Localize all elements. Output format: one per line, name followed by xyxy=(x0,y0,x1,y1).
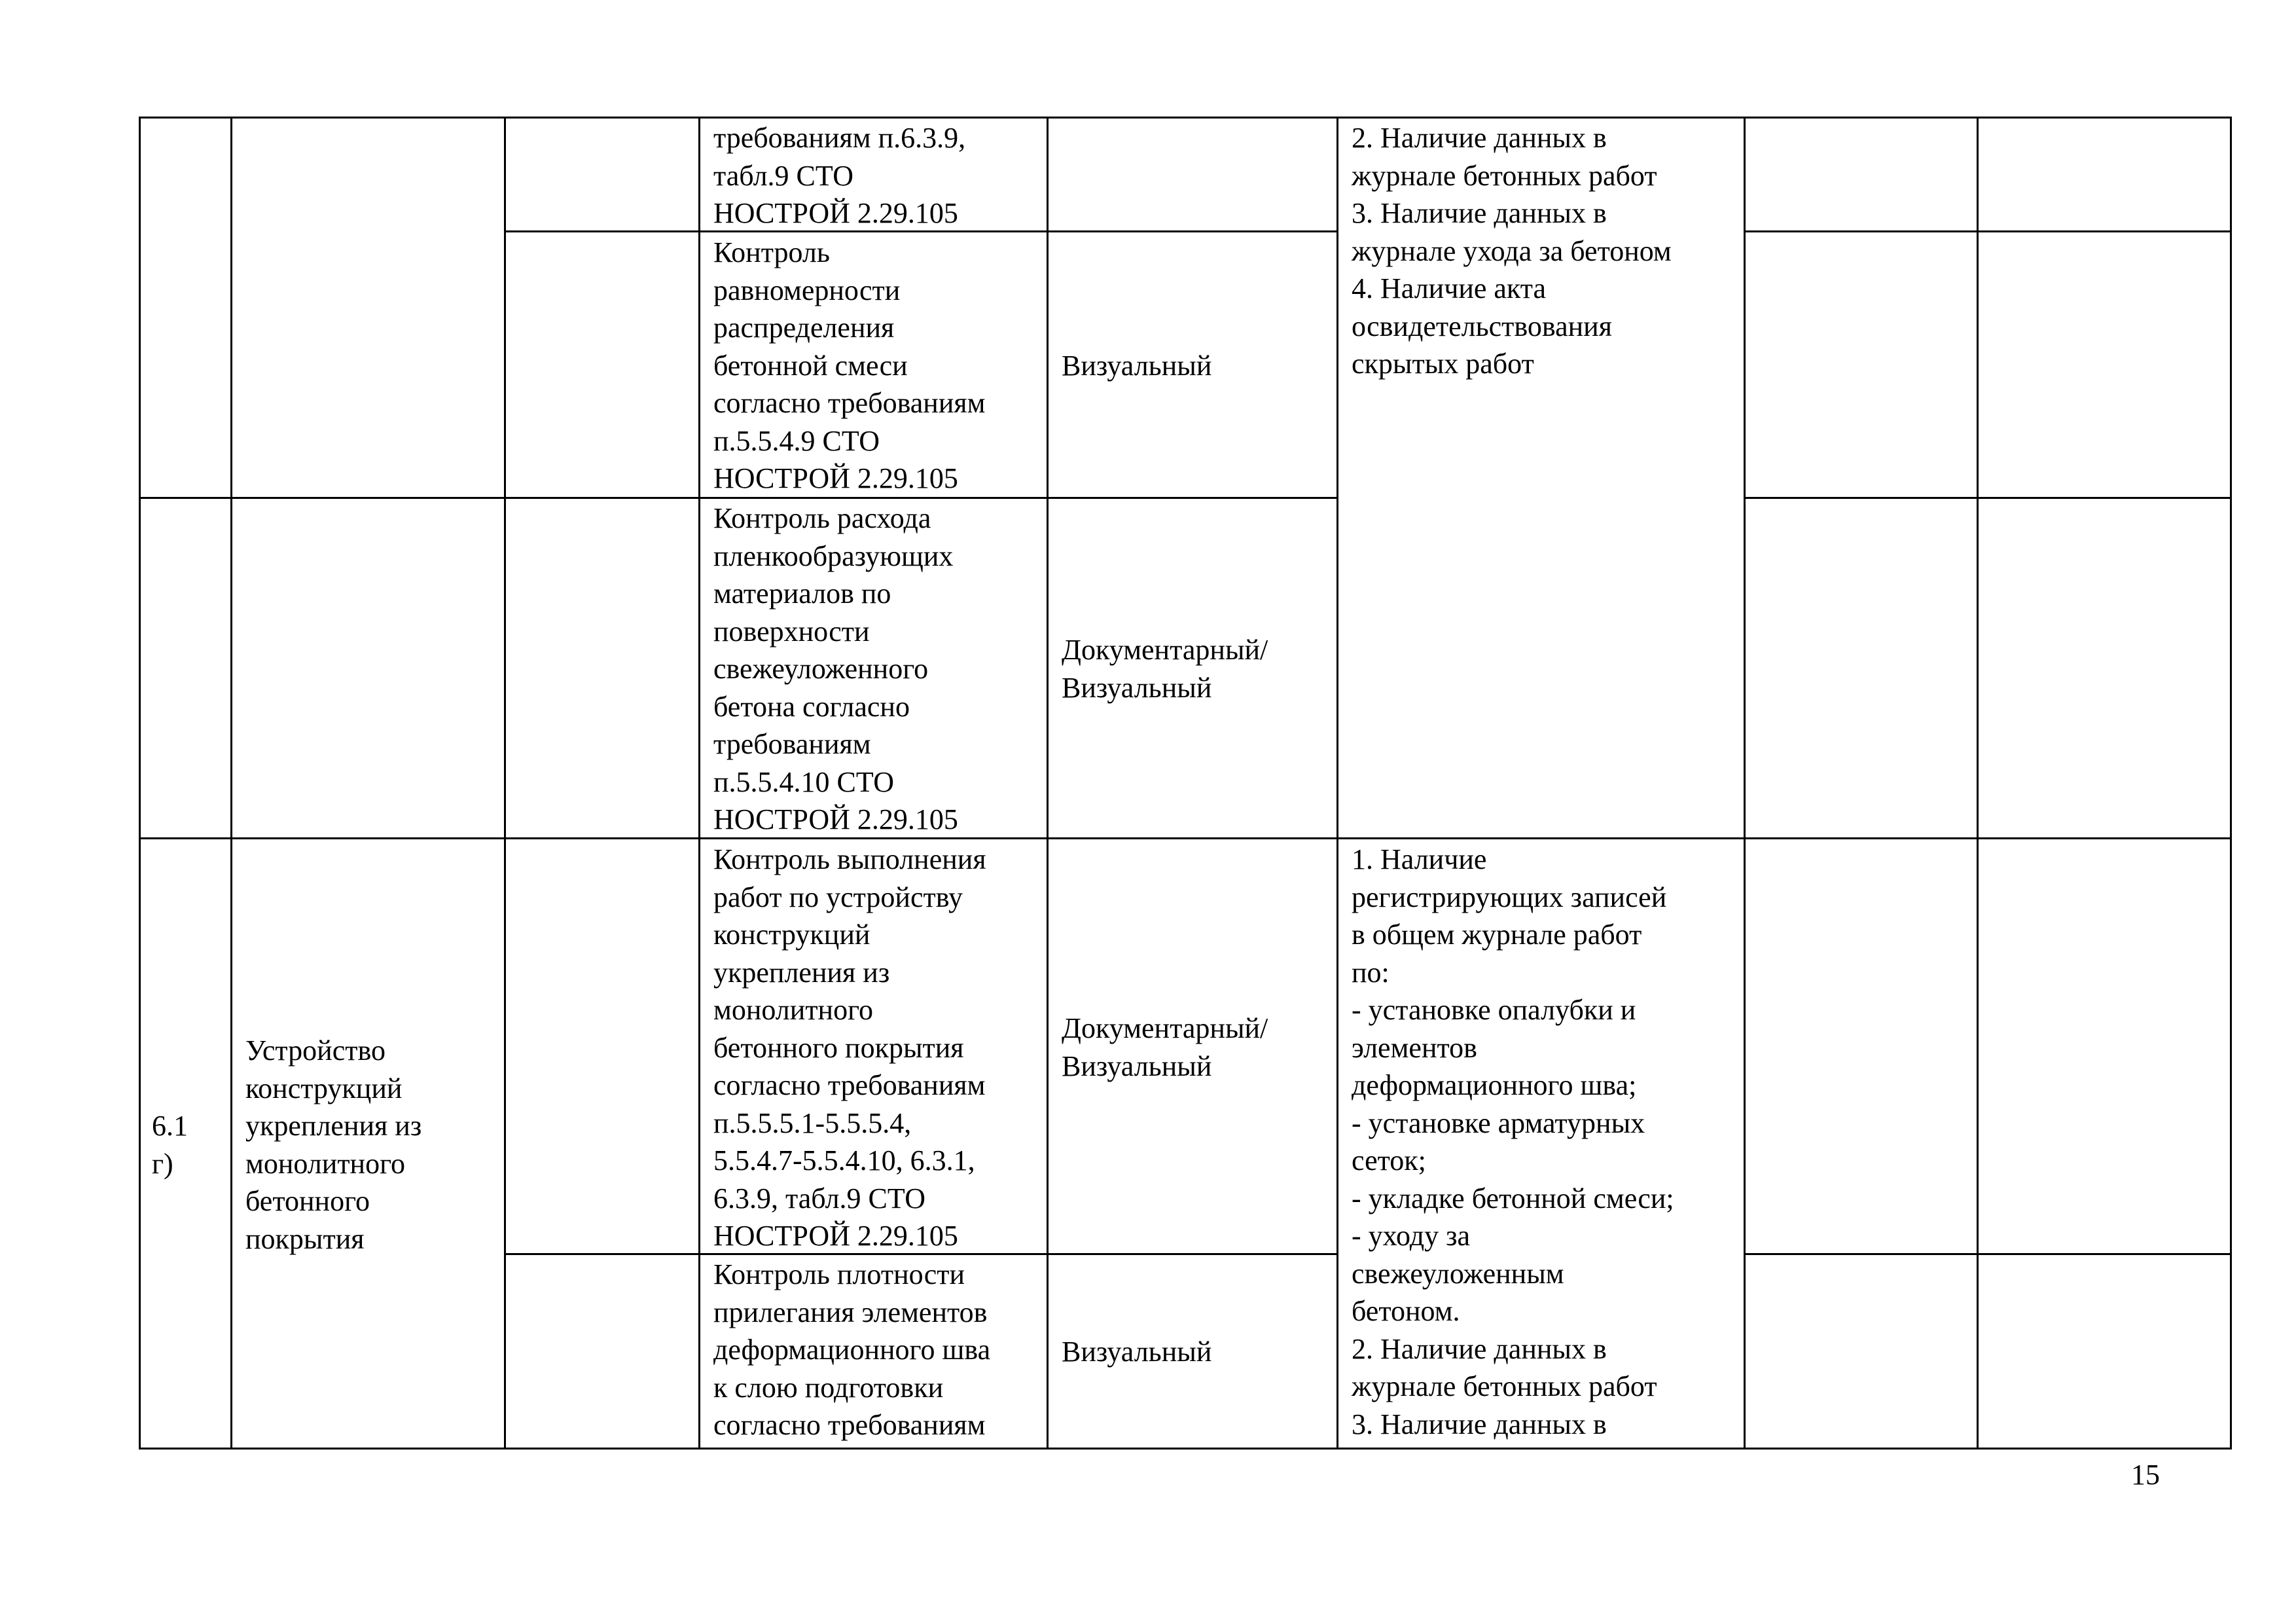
control-method xyxy=(1047,234,1337,498)
item-number xyxy=(139,840,231,1450)
required-documents: 2. Наличие данных в журнале бетонных работ 3. Наличие данных в журнале ухода за бетоном 4. Наличие акта освидетельствования скрытых работ xyxy=(1352,122,1672,380)
row-divider xyxy=(1744,497,2232,499)
control-method-label: Документарный/ Визуальный xyxy=(1062,634,1268,704)
check-description: Контроль выполнения работ по устройству конструкций укрепления из монолитного бетонного покрытия согласно требованиям п.5.5.5.1-5.5.5.4, 5.5.4.7-5.5.4.10, 6.3.1, 6.3.9, табл.9 СТО НОСТРОЙ 2.29.105 xyxy=(713,843,986,1252)
check-description: Контроль равномерности распределения бетонной смеси согласно требованиям п.5.5.4.9 СТО НОСТРОЙ 2.29.105 xyxy=(713,236,986,494)
control-method-label: Визуальный xyxy=(1062,1336,1212,1368)
row-divider xyxy=(1744,230,2232,232)
control-method xyxy=(1047,1256,1337,1448)
control-method xyxy=(1047,841,1337,1254)
control-method xyxy=(1047,119,1337,231)
control-method xyxy=(1047,500,1337,838)
check-description: требованиям п.6.3.9, табл.9 СТО НОСТРОЙ 2.29.105 xyxy=(713,122,966,229)
row-divider xyxy=(1744,1253,2232,1255)
check-description: Контроль плотности прилегания элементов деформационного шва к слою подготовки согласно требованиям xyxy=(713,1258,991,1441)
work-name xyxy=(231,840,505,1450)
control-method-label: Визуальный xyxy=(1062,349,1212,382)
work-name-label: Устройство конструкций укрепления из монолитного бетонного покрытия xyxy=(245,1034,422,1255)
required-documents: 1. Наличие регистрирующих записей в общем журнале работ по: - установке опалубки и элементов деформационного шва; - установке арматурных сеток; - укладке бетонной смеси; - уходу за свежеуложенным бетоном. 2. Наличие данных в журнале бетонных работ 3. Наличие данных в xyxy=(1352,843,1674,1440)
item-number-label: 6.1 г) xyxy=(152,1110,188,1180)
page-number: 15 xyxy=(2131,1459,2160,1491)
column-divider xyxy=(1977,117,1979,1450)
check-description: Контроль расхода пленкообразующих материалов по поверхности свежеуложенного бетона согласно требованиям п.5.5.4.10 СТО НОСТРОЙ 2.29.105 xyxy=(713,502,958,835)
control-method-label: Документарный/ Визуальный xyxy=(1062,1012,1268,1082)
